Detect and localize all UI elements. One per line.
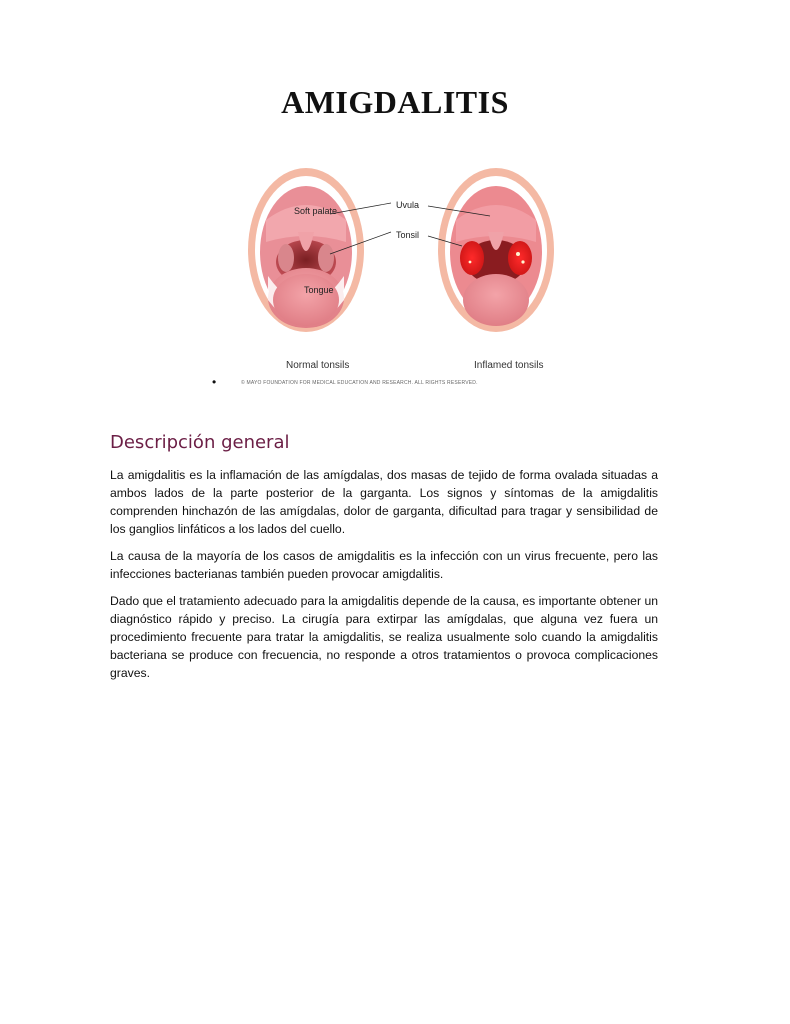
label-uvula: Uvula xyxy=(396,200,420,210)
label-tongue: Tongue xyxy=(304,285,334,295)
inflamed-mouth xyxy=(438,168,554,332)
caption-normal: Normal tonsils xyxy=(286,360,350,371)
paragraph: Dado que el tratamiento adecuado para la amigdalitis depende de la causa, es importante obtener un diagnóstico rápido y preciso. La cirugía para extirpar las amígdalas, que alguna vez fuera un procedimiento frecuente para tratar la amigdalitis, se realiza usualmente solo cuando la amigdalitis bacteriana se produce con frecuencia, no responde a otros tratamientos o provoca complicaciones graves. xyxy=(110,594,658,680)
figure-copyright: © MAYO FOUNDATION FOR MEDICAL EDUCATION AND RESEARCH. ALL RIGHTS RESERVED. xyxy=(241,380,478,386)
normal-mouth xyxy=(248,168,364,332)
list-bullet: • xyxy=(212,375,217,389)
paragraph: La amigdalitis es la inflamación de las amígdalas, dos masas de tejido de forma ovalada situadas a ambos lados de la parte posterior de la garganta. Los signos y síntomas de la amigdalitis comprenden hinchazón de las amígdalas, dolor de garganta, dificultad para tragar y sensibilidad de los ganglios linfáticos a los lados del cuello. xyxy=(110,468,658,536)
caption-inflamed: Inflamed tonsils xyxy=(474,360,544,371)
body-text xyxy=(110,466,658,691)
page-title: AMIGDALITIS xyxy=(281,84,509,120)
label-soft-palate: Soft palate xyxy=(294,206,338,216)
tonsils-illustration xyxy=(228,150,544,395)
label-tonsil: Tonsil xyxy=(396,230,420,240)
paragraph: La causa de la mayoría de los casos de amigdalitis es la infección con un virus frecuente, pero las infecciones bacterianas también pueden provocar amigdalitis. xyxy=(110,549,658,581)
section-heading: Descripción general xyxy=(110,432,290,453)
